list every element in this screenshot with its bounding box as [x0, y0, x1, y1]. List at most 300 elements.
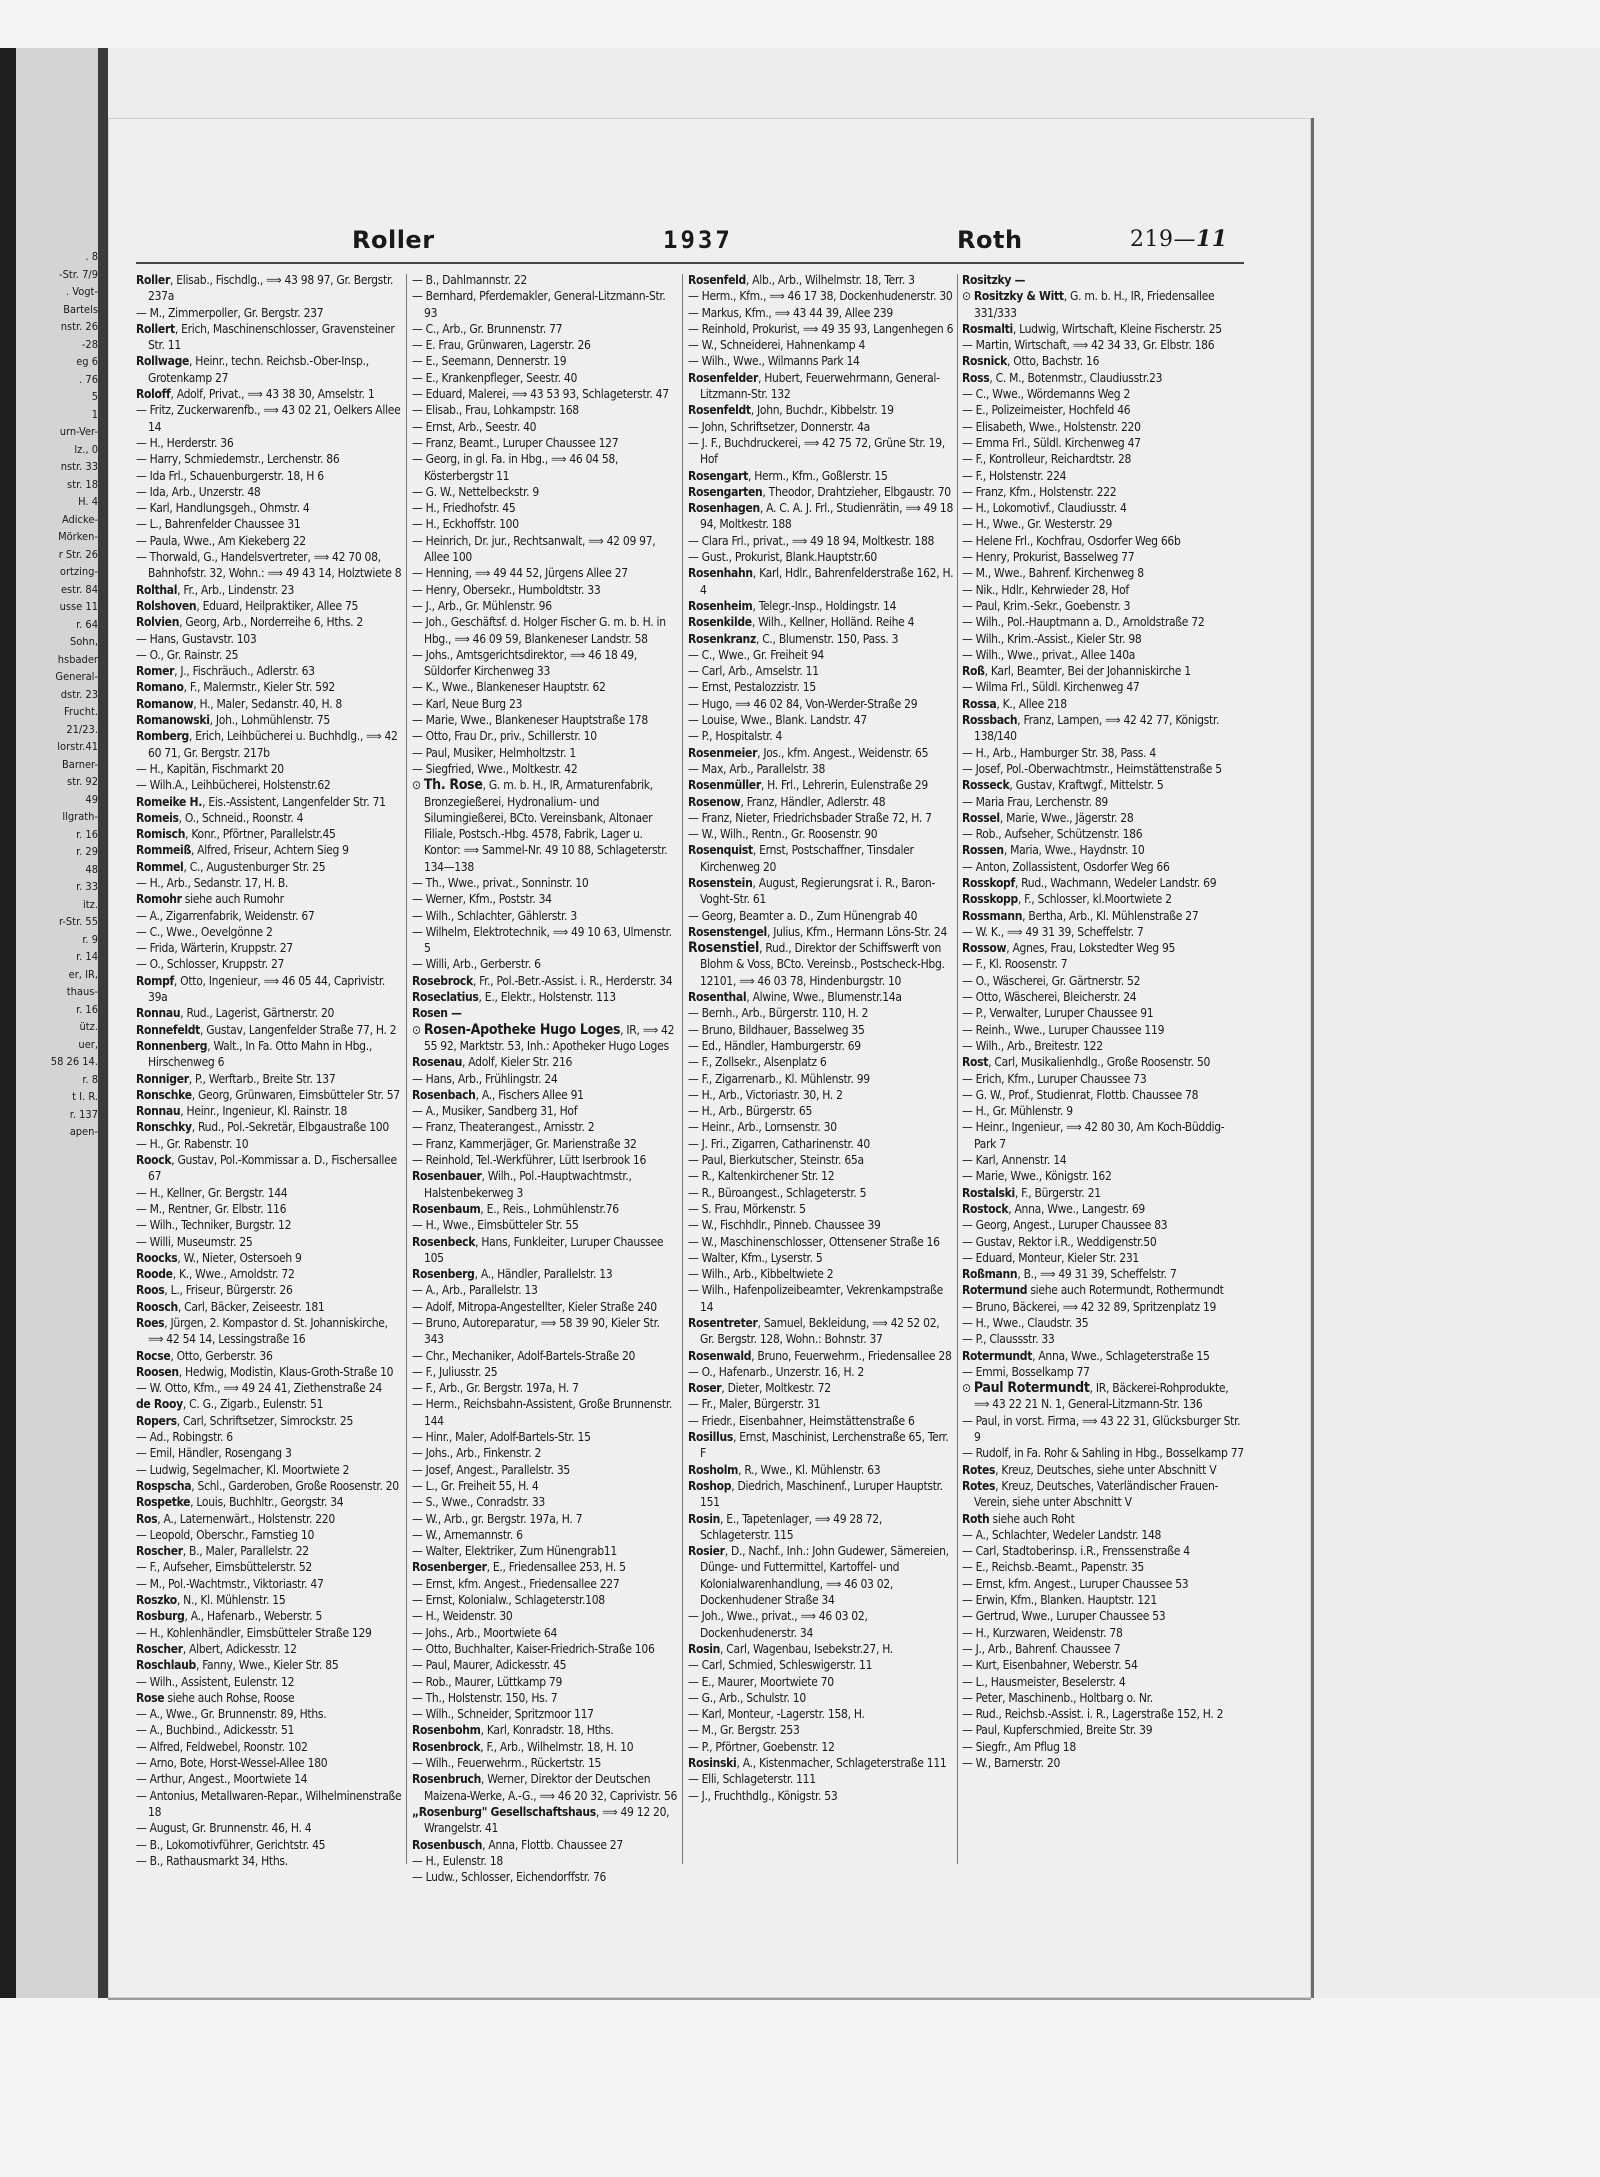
directory-entry: — Karl, Neue Burg 23 — [412, 696, 523, 711]
directory-entry: Roode, K., Wwe., Arnoldstr. 72 — [136, 1267, 295, 1282]
directory-entry: Rolvien, Georg, Arb., Norderreihe 6, Hths. 2 — [136, 615, 363, 630]
previous-page-fragment: 21/23. — [66, 722, 98, 736]
header-year: 1937 — [663, 226, 733, 254]
directory-entry: Rosenmüller, H. Frl., Lehrerin, Eulenstraße 29 — [688, 778, 928, 793]
entry-surname: Rosenfeldt — [688, 403, 751, 418]
entry-surname: Rosenbauer — [412, 1169, 482, 1184]
directory-entry: Rosenow, Franz, Händler, Adlerstr. 48 — [688, 794, 886, 809]
entry-surname: Rommel — [136, 859, 184, 874]
directory-entry: Rosenfeld, Alb., Arb., Wilhelmstr. 18, Terr. 3 — [688, 273, 915, 287]
previous-page-fragment: r. 137 — [69, 1107, 98, 1121]
previous-page-fragment: -28 — [81, 337, 98, 351]
directory-entry: — H., Wwe., Eimsbütteler Str. 55 — [412, 1218, 579, 1233]
entry-surname: Roes — [136, 1316, 165, 1330]
directory-entry: — Th., Wwe., privat., Sonninstr. 10 — [412, 875, 589, 890]
directory-entry: — Carl, Stadtoberinsp. i.R., Frenssenstraße 4 — [962, 1544, 1190, 1559]
previous-page-fragment: Frucht. — [64, 705, 98, 718]
directory-entry: Rosenbohm, Karl, Konradstr. 18, Hths. — [412, 1723, 614, 1738]
directory-entry: — Heinr., Arb., Lornsenstr. 30 — [688, 1120, 837, 1135]
directory-entry: Roscher, Albert, Adickesstr. 12 — [136, 1641, 297, 1656]
directory-entry: — Ludw., Schlosser, Eichendorffstr. 76 — [412, 1870, 607, 1885]
directory-entry: — H., Kapitän, Fischmarkt 20 — [136, 761, 284, 776]
directory-entry: — E., Polizeimeister, Hochfeld 46 — [962, 403, 1131, 418]
previous-page-fragment: urn-Ver- — [59, 425, 98, 438]
directory-entry: — Herm., Reichsbahn-Assistent, Große Brunnenstr. 144 — [412, 1397, 672, 1428]
previous-page-fragment: Barner- — [61, 757, 98, 771]
directory-entry: Roos, L., Friseur, Bürgerstr. 26 — [136, 1283, 293, 1298]
directory-entry: — H., Kellner, Gr. Bergstr. 144 — [136, 1185, 288, 1200]
directory-entry: — J. Fri., Zigarren, Catharinenstr. 40 — [688, 1136, 870, 1151]
directory-entry: — P., Pförtner, Goebenstr. 12 — [688, 1739, 835, 1754]
directory-entry: — Karl, Handlungsgeh., Ohmstr. 4 — [136, 501, 310, 516]
directory-entry: Rosenheim, Telegr.-Insp., Holdingstr. 14 — [688, 598, 897, 613]
directory-entry: Rosin, Carl, Wagenbau, Isebekstr.27, H. — [688, 1641, 893, 1656]
previous-page-fragment: 1 — [91, 407, 98, 421]
column-4 — [962, 272, 1244, 1892]
directory-entry: — H., Lokomotivf., Claudiusstr. 4 — [962, 501, 1127, 516]
previous-page-fragment: Mörken- — [58, 530, 98, 543]
previous-page-fragment: 5 — [91, 390, 98, 403]
entry-surname: Rosin — [688, 1511, 721, 1526]
directory-entry: — Josef, Angest., Parallelstr. 35 — [412, 1462, 570, 1477]
directory-entry: — Ed., Händler, Hamburgerstr. 69 — [688, 1038, 861, 1053]
directory-entry: Rosenbruch, Werner, Direktor der Deutschen Maizena-Werke, A.-G., ⟹ 46 20 32, Caprivistr. 56 — [412, 1772, 678, 1803]
directory-entry: — F., Zigarrenarb., Kl. Mühlenstr. 99 — [688, 1071, 870, 1086]
page-gutter — [98, 48, 108, 1998]
entry-surname: Rost — [962, 1055, 989, 1070]
directory-entry: — P., Verwalter, Luruper Chaussee 91 — [962, 1006, 1154, 1021]
directory-entry: — A., Zigarrenfabrik, Weidenstr. 67 — [136, 908, 315, 923]
directory-entry: — Hans, Arb., Frühlingstr. 24 — [412, 1071, 558, 1086]
directory-entry: — Hugo, ⟹ 46 02 84, Von-Werder-Straße 29 — [688, 696, 918, 711]
directory-entry: — J., Arb., Gr. Mühlenstr. 96 — [412, 598, 552, 613]
entry-surname: Rosenstiel — [688, 940, 760, 957]
entry-surname: Roosen — [136, 1364, 179, 1379]
directory-entry: — J., Fruchthdlg., Königstr. 53 — [688, 1788, 838, 1803]
directory-entry: Roshop, Diedrich, Maschinenf., Luruper Hauptstr. 151 — [688, 1478, 943, 1510]
entry-surname: Rosenhahn — [688, 566, 753, 581]
directory-entry: Roscher, B., Maler, Parallelstr. 22 — [136, 1544, 309, 1559]
entry-surname: Ronschky — [136, 1120, 192, 1135]
directory-entry: de Rooy, C. G., Zigarb., Eulenstr. 51 — [136, 1397, 324, 1412]
previous-page-fragment: H. 4 — [78, 495, 98, 508]
entry-surname: Roscher — [136, 1544, 183, 1559]
directory-entry: — Wilh., Wwe., Wilmanns Park 14 — [688, 354, 860, 369]
previous-page-fragment: 49 — [85, 792, 98, 806]
entry-surname: Rosen — — [412, 1006, 462, 1021]
directory-entry: Rosseck, Gustav, Kraftwgf., Mittelstr. 5 — [962, 778, 1164, 793]
entry-surname: Rosenbusch — [412, 1837, 483, 1852]
directory-entry: — Rudolf, in Fa. Rohr & Sahling in Hbg., Bosselkamp 77 — [962, 1446, 1244, 1461]
previous-page-fragment: . 8 — [85, 250, 98, 263]
directory-entry: — Ernst, Arb., Seestr. 40 — [412, 419, 537, 434]
directory-entry: — Wilh., Pol.-Hauptmann a. D., Arnoldstraße 72 — [962, 615, 1205, 630]
directory-entry: — F., Arb., Gr. Bergstr. 197a, H. 7 — [412, 1381, 579, 1396]
entry-surname: Romano — [136, 680, 184, 695]
entry-surname: Rolthal — [136, 582, 178, 597]
entry-surname: Romohr — [136, 892, 182, 907]
directory-entry: — H., Arb., Hamburger Str. 38, Pass. 4 — [962, 745, 1156, 760]
directory-entry: — F., Holstenstr. 224 — [962, 468, 1067, 483]
entry-surname: Rotermund — [962, 1283, 1028, 1298]
directory-entry: Rosenthal, Alwine, Wwe., Blumenstr.14a — [688, 990, 902, 1005]
directory-entry: — Bruno, Autoreparatur, ⟹ 58 39 90, Kieler Str. 343 — [412, 1316, 660, 1347]
entry-surname: Roocks — [136, 1250, 178, 1265]
entry-surname: Roloff — [136, 387, 171, 402]
entry-surname: Rocse — [136, 1348, 171, 1363]
directory-entry: — O., Hafenarb., Unzerstr. 16, H. 2 — [688, 1364, 864, 1379]
directory-entry: Ronnau, Heinr., Ingenieur, Kl. Rainstr. 18 — [136, 1104, 348, 1119]
directory-entry: Rosillus, Ernst, Maschinist, Lerchenstraße 65, Terr. F — [688, 1430, 949, 1461]
previous-page-fragment: t I. R. — [72, 1090, 98, 1103]
directory-entry: — Siegfr., Am Pflug 18 — [962, 1739, 1076, 1754]
directory-entry: — Georg, Beamter a. D., Zum Hünengrab 40 — [688, 908, 918, 923]
directory-entry: Roßmann, B., ⟹ 49 31 39, Scheffelstr. 7 — [962, 1267, 1177, 1282]
directory-entry: Rosenhahn, Karl, Hdlr., Bahrenfelderstraße 162, H. 4 — [688, 566, 954, 597]
directory-entry: — John, Schriftsetzer, Donnerstr. 4a — [688, 419, 870, 434]
previous-page-fragment: apen- — [69, 1125, 98, 1138]
directory-entry: — M., Zimmerpoller, Gr. Bergstr. 237 — [136, 305, 324, 320]
directory-entry: — Hinr., Maler, Adolf-Bartels-Str. 15 — [412, 1430, 591, 1445]
directory-entry: — Herm., Kfm., ⟹ 46 17 38, Dockenhudenerstr. 30 — [688, 289, 953, 304]
directory-entry: — Erich, Kfm., Luruper Chaussee 73 — [962, 1071, 1147, 1086]
column-divider — [682, 274, 683, 1864]
directory-entry: Ronnefeldt, Gustav, Langenfelder Straße 77, H. 2 — [136, 1022, 397, 1037]
directory-entry — [412, 1005, 678, 1021]
directory-entry: „Rosenburg" Gesellschaftshaus, ⟹ 49 12 20, Wrangelstr. 41 — [412, 1804, 670, 1836]
entry-surname: Ronschke — [136, 1087, 192, 1102]
directory-entry: — Erwin, Kfm., Blanken. Hauptstr. 121 — [962, 1593, 1157, 1608]
directory-entry: — Paul, Krim.-Sekr., Goebenstr. 3 — [962, 598, 1131, 613]
entry-surname: Rosenwald — [688, 1348, 752, 1363]
header-rule — [136, 262, 1244, 264]
directory-entry: Rosenberger, E., Friedensallee 253, H. 5 — [412, 1560, 626, 1575]
directory-entry: — S. Frau, Mörkenstr. 5 — [688, 1201, 806, 1216]
page-right-edge — [1311, 118, 1314, 1998]
directory-entry: Rosenstein, August, Regierungsrat i. R., Baron-Voght-Str. 61 — [688, 875, 936, 907]
entry-surname: Roß — [962, 664, 985, 679]
directory-entry: — Willi, Arb., Gerberstr. 6 — [412, 957, 541, 972]
entry-surname: Romanow — [136, 696, 194, 711]
directory-entry: — H., Arb., Bürgerstr. 65 — [688, 1104, 813, 1119]
directory-entry: Rocse, Otto, Gerberstr. 36 — [136, 1348, 273, 1363]
entry-surname: Rosenbach — [412, 1087, 476, 1102]
directory-entry: — Antonius, Metallwaren-Repar., Wilhelminenstraße 18 — [136, 1788, 402, 1819]
directory-entry: Roes, Jürgen, 2. Kompastor d. St. Johanniskirche, ⟹ 42 54 14, Lessingstraße 16 — [136, 1316, 388, 1347]
entry-surname: Rosenmüller — [688, 778, 761, 793]
directory-entry: — A., Schlachter, Wedeler Landstr. 148 — [962, 1527, 1162, 1542]
entry-surname: Roscher — [136, 1641, 183, 1656]
directory-entry: — B., Rathausmarkt 34, Hths. — [136, 1853, 288, 1868]
directory-entry: Rosburg, A., Hafenarb., Weberstr. 5 — [136, 1609, 323, 1624]
column-3 — [688, 272, 954, 1892]
directory-entry: — L., Hausmeister, Beselerstr. 4 — [962, 1674, 1126, 1689]
entry-surname: Ros — [136, 1511, 158, 1526]
directory-entry: — E., Maurer, Moortwiete 70 — [688, 1674, 834, 1689]
directory-entry: Rompf, Otto, Ingenieur, ⟹ 46 05 44, Caprivistr. 39a — [136, 973, 386, 1005]
directory-entry: — Wilh., Arb., Breitestr. 122 — [962, 1038, 1103, 1053]
directory-entry: — Elisabeth, Wwe., Holstenstr. 220 — [962, 419, 1141, 434]
directory-entry: — H., Eckhoffstr. 100 — [412, 517, 519, 532]
entry-surname: Rosenhagen — [688, 501, 760, 516]
directory-entry: — Wilh., Arb., Kibbeltwiete 2 — [688, 1267, 834, 1282]
directory-entry: — H., Weidenstr. 30 — [412, 1609, 513, 1624]
entry-surname: Romisch — [136, 827, 186, 842]
directory-entry: — Maria Frau, Lerchenstr. 89 — [962, 794, 1108, 809]
directory-entry: — August, Gr. Brunnenstr. 46, H. 4 — [136, 1821, 312, 1836]
directory-entry: — Wilh., Assistent, Eulenstr. 12 — [136, 1674, 295, 1689]
previous-page-fragment: lorstr.41 — [57, 740, 98, 753]
directory-entry: — Markus, Kfm., ⟹ 43 44 39, Allee 239 — [688, 305, 893, 320]
directory-entry: — Georg, Angest., Luruper Chaussee 83 — [962, 1218, 1168, 1233]
directory-entry: — Wilh., Krim.-Assist., Kieler Str. 98 — [962, 631, 1142, 646]
column-2 — [412, 272, 678, 1892]
previous-page-fragment: usse 11 — [59, 600, 98, 613]
directory-entry: Ros, A., Laternenwärt., Holstenstr. 220 — [136, 1511, 335, 1526]
directory-entry: Rosenbeck, Hans, Funkleiter, Luruper Chaussee 105 — [412, 1234, 664, 1265]
directory-entry: — Karl, Monteur, -Lagerstr. 158, H. — [688, 1707, 865, 1722]
directory-entry: Rospscha, Schl., Garderoben, Große Roosenstr. 20 — [136, 1478, 399, 1493]
directory-entry: — E., Krankenpfleger, Seestr. 40 — [412, 370, 578, 385]
directory-entry: Rolthal, Fr., Arb., Lindenstr. 23 — [136, 582, 295, 597]
directory-entry: Romeike H., Eis.-Assistent, Langenfelder Str. 71 — [136, 794, 386, 809]
directory-entry: — Franz, Nieter, Friedrichsbader Straße 72, H. 7 — [688, 810, 932, 825]
entry-surname: Ross — [962, 370, 990, 385]
entry-surname: Rosentreter — [688, 1316, 758, 1330]
previous-page-fragment: r. 9 — [82, 932, 98, 946]
scan-bottom-margin — [0, 1998, 1600, 2177]
directory-entry: Rostalski, F., Bürgerstr. 21 — [962, 1185, 1101, 1200]
directory-entry: — K., Wwe., Blankeneser Hauptstr. 62 — [412, 680, 606, 695]
book-spine-shadow — [0, 48, 16, 1998]
directory-entry: — Heinrich, Dr. jur., Rechtsanwalt, ⟹ 42 09 97, Allee 100 — [412, 533, 656, 565]
directory-entry: Rosmalti, Ludwig, Wirtschaft, Kleine Fischerstr. 25 — [962, 321, 1222, 336]
directory-entry: — H., Arb., Sedanstr. 17, H. B. — [136, 875, 289, 890]
entry-surname: Rossmann — [962, 908, 1023, 923]
previous-page-fragment: llgrath- — [62, 810, 98, 823]
directory-entry: Romohr siehe auch Rumohr — [136, 892, 284, 907]
entry-surname: Rosholm — [688, 1462, 739, 1477]
entry-surname: Rollert — [136, 321, 175, 336]
directory-entry: Rotes, Kreuz, Deutsches, siehe unter Abschnitt V — [962, 1462, 1217, 1477]
directory-entry: Rollert, Erich, Maschinenschlosser, Gravensteiner Str. 11 — [136, 321, 395, 353]
directory-entry: Rosenwald, Bruno, Feuerwehrm., Friedensallee 28 — [688, 1348, 952, 1363]
previous-page-fragment: r. 64 — [76, 617, 98, 631]
entry-surname: Roosch — [136, 1299, 178, 1314]
previous-page-fragment: 48 — [85, 862, 98, 876]
directory-entry: Rotermundt, Anna, Wwe., Schlageterstraße 15 — [962, 1348, 1210, 1363]
entry-surname: Rotes — [962, 1462, 996, 1477]
directory-entry: — Franz, Kfm., Holstenstr. 222 — [962, 484, 1117, 499]
directory-entry: Romanowski, Joh., Lohmühlenstr. 75 — [136, 713, 330, 728]
entry-surname: Rosenberg — [412, 1267, 475, 1282]
directory-entry: — Werner, Kfm., Poststr. 34 — [412, 892, 552, 907]
entry-surname: Rosenstengel — [688, 924, 767, 939]
entry-surname: Rospetke — [136, 1495, 191, 1510]
directory-entry: — Anton, Zollassistent, Osdorfer Weg 66 — [962, 859, 1170, 874]
previous-page-fragment: r. 8 — [82, 1072, 98, 1086]
entry-surname: Rompf — [136, 973, 174, 988]
entry-surname: Paul Rotermundt — [973, 1380, 1090, 1397]
directory-entry: — W., Arnemannstr. 6 — [412, 1527, 523, 1542]
entry-surname: Roth — [962, 1511, 990, 1526]
directory-entry: — Paula, Wwe., Am Kiekeberg 22 — [136, 533, 306, 548]
entry-surname: Ronnenberg — [136, 1038, 208, 1053]
directory-entry: Rosholm, R., Wwe., Kl. Mühlenstr. 63 — [688, 1462, 881, 1477]
directory-entry: — Frida, Wärterin, Kruppstr. 27 — [136, 941, 293, 956]
directory-entry: Rose siehe auch Rohse, Roose — [136, 1690, 295, 1705]
directory-entry: — Ernst, kfm. Angest., Luruper Chaussee 53 — [962, 1576, 1189, 1591]
directory-entry: — B., Dahlmannstr. 22 — [412, 273, 527, 287]
directory-entry: — Wilh., Schlachter, Gählerstr. 3 — [412, 908, 577, 923]
directory-entry: — L., Gr. Freiheit 55, H. 4 — [412, 1478, 539, 1493]
previous-page-fragment: . 76 — [79, 372, 98, 386]
entry-surname: Roßmann — [962, 1267, 1018, 1282]
entry-surname: Rosenberger — [412, 1560, 487, 1575]
directory-entry: Romanow, H., Maler, Sedanstr. 40, H. 8 — [136, 696, 342, 711]
directory-entry: Ronnenberg, Walt., In Fa. Otto Mahn in Hbg., Hirschenweg 6 — [136, 1038, 372, 1070]
directory-entry: Rosenkilde, Wilh., Kellner, Holländ. Reihe 4 — [688, 615, 915, 630]
directory-entry: — M., Pol.-Wachtmstr., Viktoriastr. 47 — [136, 1576, 324, 1591]
directory-entry: — Walter, Kfm., Lyserstr. 5 — [688, 1250, 823, 1265]
directory-entry: — Thorwald, G., Handelsvertreter, ⟹ 42 70 08, Bahnhofstr. 32, Wohn.: ⟹ 49 43 14, Holztwiete 8 — [136, 550, 402, 581]
directory-entry: — W., Maschinenschlosser, Ottensener Straße 16 — [688, 1234, 940, 1249]
directory-entry: Roloff, Adolf, Privat., ⟹ 43 38 30, Amselstr. 1 — [136, 387, 375, 402]
entry-surname: Roschlaub — [136, 1658, 196, 1673]
directory-entry: — Paul, Musiker, Helmholtzstr. 1 — [412, 745, 576, 760]
entry-surname: Rospscha — [136, 1478, 192, 1493]
previous-page-fragment: uer, — [78, 1037, 98, 1051]
directory-entry: — M., Gr. Bergstr. 253 — [688, 1723, 800, 1738]
directory-entry: Rommel, C., Augustenburger Str. 25 — [136, 859, 326, 874]
column-1 — [136, 272, 402, 1892]
directory-entry: — Henning, ⟹ 49 44 52, Jürgens Allee 27 — [412, 566, 628, 581]
directory-entry: Rosier, D., Nachf., Inh.: John Gudewer, Sämereien, Dünge- und Futtermittel, Kartoffel- und Kolonialwarenhandlung, ⟹ 46 03 02, Dockenhudener Straße 34 — [688, 1544, 949, 1608]
entry-surname: Rolshoven — [136, 598, 197, 613]
directory-entry: — F., Juliusstr. 25 — [412, 1364, 498, 1379]
directory-entry: — G. W., Nettelbeckstr. 9 — [412, 484, 539, 499]
directory-entry: — S., Wwe., Conradstr. 33 — [412, 1495, 545, 1510]
entry-surname: Rosseck — [962, 778, 1010, 793]
entry-surname: Rosmalti — [962, 321, 1013, 336]
entry-surname: Roock — [136, 1153, 172, 1168]
directory-entry: — Siegfried, Wwe., Moltkestr. 42 — [412, 761, 578, 776]
directory-entry: Rosin, E., Tapetenlager, ⟹ 49 28 72, Schlageterstr. 115 — [688, 1511, 882, 1542]
previous-page-fragment: 58 26 14. — [50, 1055, 98, 1068]
directory-entry: — C., Arb., Gr. Brunnenstr. 77 — [412, 321, 563, 336]
directory-entry: — Elli, Schlageterstr. 111 — [688, 1772, 816, 1787]
directory-entry: Rosenfelder, Hubert, Feuerwehrmann, General-Litzmann-Str. 132 — [688, 370, 940, 402]
previous-page-fragment: r. 14 — [76, 950, 98, 963]
entry-surname: „Rosenburg" Gesellschaftshaus — [412, 1804, 596, 1819]
directory-entry: Rosinski, A., Kistenmacher, Schlageterstraße 111 — [688, 1756, 947, 1771]
previous-page-fragment: ütz. — [79, 1020, 98, 1033]
directory-entry: — Johs., Amtsgerichtsdirektor, ⟹ 46 18 49, Süldorfer Kirchenweg 33 — [412, 647, 637, 679]
directory-entry: Ronniger, P., Werftarb., Breite Str. 137 — [136, 1071, 336, 1086]
entry-surname: Rosskopf — [962, 875, 1015, 890]
directory-entry: — Friedr., Eisenbahner, Heimstättenstraße 6 — [688, 1413, 915, 1428]
directory-entry: Rotes, Kreuz, Deutsches, Vaterländischer Frauen-Verein, siehe unter Abschnitt V — [962, 1478, 1219, 1510]
directory-entry: — W., Schneiderei, Hahnenkamp 4 — [688, 338, 866, 353]
entry-surname: Rosenow — [688, 794, 741, 809]
directory-entry: — Ernst, Kolonialw., Schlageterstr.108 — [412, 1593, 605, 1608]
directory-entry: — Nik., Hdlr., Kehrwieder 28, Hof — [962, 582, 1129, 597]
directory-entry: — Wilh., Schneider, Spritzmoor 117 — [412, 1707, 594, 1722]
directory-entry: — Helene Frl., Kochfrau, Osdorfer Weg 66b — [962, 533, 1181, 548]
directory-entry: Rosenbaum, E., Reis., Lohmühlenstr.76 — [412, 1201, 619, 1216]
previous-page-fragment: ortzing- — [59, 565, 98, 578]
column-divider — [406, 274, 407, 1864]
directory-entry: Rollwage, Heinr., techn. Reichsb.-Ober-Insp., Grotenkamp 27 — [136, 354, 369, 385]
entry-surname: Rosnick — [962, 354, 1008, 369]
entry-surname: Rosin — [688, 1641, 721, 1656]
directory-entry: — Willi, Museumstr. 25 — [136, 1234, 253, 1249]
entry-surname: Rotermundt — [962, 1348, 1033, 1363]
entry-surname: Ronnau — [136, 1104, 181, 1119]
previous-page-fragment: thaus- — [66, 985, 98, 998]
directory-entry: Roosen, Hedwig, Modistin, Klaus-Groth-Straße 10 — [136, 1364, 394, 1379]
entry-surname: Romberg — [136, 729, 189, 744]
page-header — [108, 226, 1311, 266]
previous-page-fragment: itz. — [83, 897, 98, 911]
directory-entry: — H., Friedhofstr. 45 — [412, 501, 516, 516]
directory-entry: — Harry, Schmiedemstr., Lerchenstr. 86 — [136, 452, 340, 467]
entry-surname: Rossow — [962, 941, 1007, 956]
directory-entry: — Josef, Pol.-Oberwachtmstr., Heimstättenstraße 5 — [962, 761, 1222, 776]
directory-entry: Roosch, Carl, Bäcker, Zeiseestr. 181 — [136, 1299, 325, 1314]
directory-entry: Rossmann, Bertha, Arb., Kl. Mühlenstraße 27 — [962, 908, 1199, 923]
entry-surname: Rosengarten — [688, 484, 763, 499]
directory-entry: Ross, C. M., Botenmstr., Claudiusstr.23 — [962, 370, 1163, 385]
entry-surname: Rostock — [962, 1201, 1009, 1216]
directory-entry: Rommeiß, Alfred, Friseur, Achtern Sieg 9 — [136, 843, 349, 858]
directory-entry: — Ernst, Pestalozzistr. 15 — [688, 680, 816, 695]
entry-surname: Rosebrock — [412, 973, 473, 988]
directory-entry: Rosenhagen, A. C. A. J. Frl., Studienrätin, ⟹ 49 18 94, Moltkestr. 188 — [688, 501, 954, 532]
directory-entry: — Emmi, Bosselkamp 77 — [962, 1364, 1090, 1379]
directory-entry: — Hans, Gustavstr. 103 — [136, 631, 257, 646]
directory-entry: — Rob., Maurer, Lüttkamp 79 — [412, 1674, 563, 1689]
directory-entry: — Wilh., Techniker, Burgstr. 12 — [136, 1218, 292, 1233]
directory-entry: Rosskopp, F., Schlosser, kl.Moortwiete 2 — [962, 892, 1172, 907]
entry-surname: Rosskopp — [962, 892, 1018, 907]
directory-entry: Rossow, Agnes, Frau, Lokstedter Weg 95 — [962, 941, 1176, 956]
scan-top-margin — [0, 0, 1600, 48]
entry-surname: de Rooy — [136, 1397, 183, 1412]
entry-surname: Rosen-Apotheke Hugo Loges — [423, 1021, 621, 1038]
previous-page-text-fragments — [22, 248, 98, 1141]
directory-entry: — W., Barnerstr. 20 — [962, 1756, 1061, 1771]
entry-surname: Rosenkilde — [688, 615, 752, 630]
entry-surname: Romeis — [136, 810, 179, 825]
directory-entry: — Paul, Maurer, Adickesstr. 45 — [412, 1658, 567, 1673]
directory-entry: — P., Claussstr. 33 — [962, 1332, 1055, 1347]
entry-surname: Th. Rose — [423, 777, 483, 794]
entry-surname: Rosenbruch — [412, 1772, 482, 1787]
entry-surname: Rolvien — [136, 615, 180, 630]
directory-entry: — Gertrud, Wwe., Luruper Chaussee 53 — [962, 1609, 1166, 1624]
directory-entry: — Otto, Frau Dr., priv., Schillerstr. 10 — [412, 729, 597, 744]
directory-entry: Rosengarten, Theodor, Drahtzieher, Elbgaustr. 70 — [688, 484, 951, 499]
previous-page-fragment: r. 29 — [76, 845, 98, 858]
previous-page-fragment: eg 6 — [76, 355, 98, 368]
directory-entry: — O., Schlosser, Kruppstr. 27 — [136, 957, 285, 972]
directory-entry: — Emil, Händler, Rosengang 3 — [136, 1446, 292, 1461]
directory-entry: — W., Arb., gr. Bergstr. 197a, H. 7 — [412, 1511, 583, 1526]
directory-entry: Rosenstengel, Julius, Kfm., Hermann Löns-Str. 24 — [688, 924, 948, 939]
directory-entry: Roseclatius, E., Elektr., Holstenstr. 113 — [412, 990, 616, 1005]
directory-entry: — Wilma Frl., Süldl. Kirchenweg 47 — [962, 680, 1140, 695]
